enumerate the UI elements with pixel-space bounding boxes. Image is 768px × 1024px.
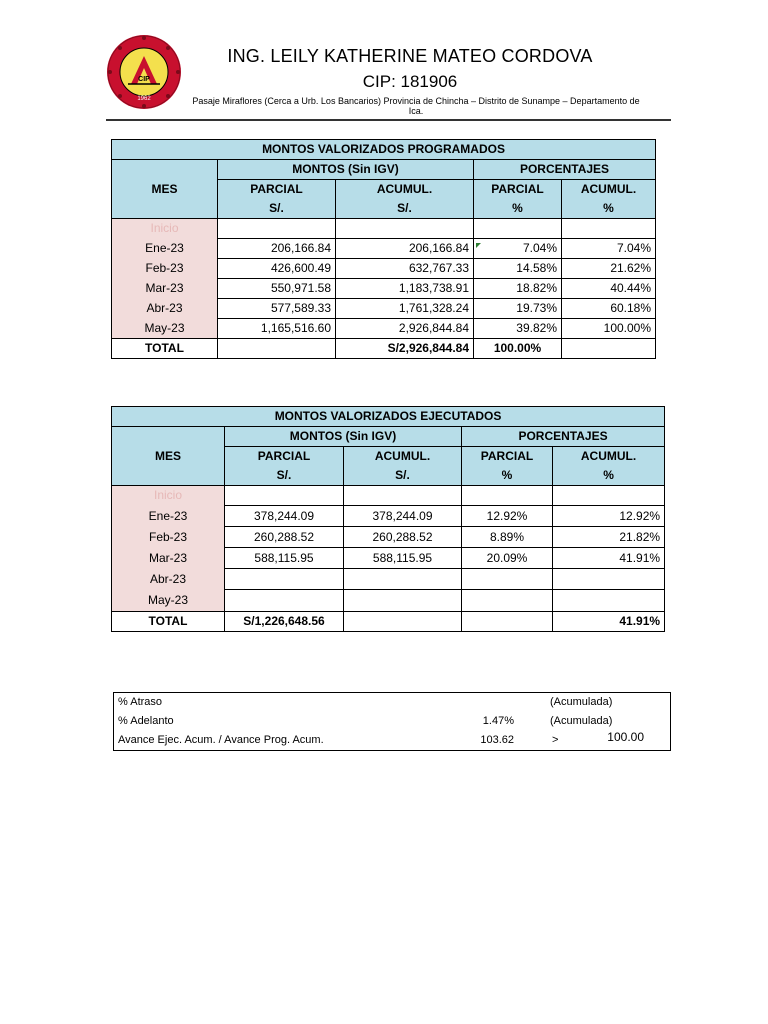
col-mes-header: MES xyxy=(112,160,218,219)
cell-pct-parcial xyxy=(462,569,553,590)
col-parcial-header: PARCIAL xyxy=(218,180,336,200)
cell-pct-parcial: 12.92% xyxy=(462,506,553,527)
total-label: TOTAL xyxy=(112,339,218,359)
total-pct-parcial: 100.00% xyxy=(474,339,562,359)
cell-parcial xyxy=(225,569,344,590)
cell-pct-acumul: 41.91% xyxy=(553,548,665,569)
atraso-note: (Acumulada) xyxy=(550,696,613,708)
cell-pct-parcial: 39.82% xyxy=(474,319,562,339)
address-line: Pasaje Miraflores (Cerca a Urb. Los Bancarios) Provincia de Chincha – Distrito de Sunampe – Departamento de Ica. xyxy=(192,96,640,116)
avance-operator: > xyxy=(552,734,559,746)
table-row xyxy=(112,219,656,239)
cell-pct-acumul xyxy=(553,590,665,612)
total-label: TOTAL xyxy=(112,611,225,631)
cell-parcial: 378,244.09 xyxy=(225,506,344,527)
cell-pct-acumul: 21.62% xyxy=(562,259,656,279)
table-row xyxy=(112,590,665,612)
table-row xyxy=(112,299,656,319)
col-pct-acumul-header: ACUMUL. xyxy=(553,447,665,467)
unit-pct: % xyxy=(474,199,562,219)
group-montos-header: MONTOS (Sin IGV) xyxy=(218,160,474,180)
col-parcial-header: PARCIAL xyxy=(225,447,344,467)
table-row xyxy=(112,239,656,259)
total-parcial: S/1,226,648.56 xyxy=(225,611,344,631)
table-title: MONTOS VALORIZADOS EJECUTADOS xyxy=(112,407,665,427)
unit-pct: % xyxy=(462,466,553,486)
cell-acumul: 2,926,844.84 xyxy=(336,319,474,339)
table-programados xyxy=(111,139,656,359)
group-porcentajes-header: PORCENTAJES xyxy=(462,427,665,447)
table-row xyxy=(112,279,656,299)
cell-mes: Abr-23 xyxy=(112,569,225,590)
cell-pct-parcial xyxy=(462,590,553,612)
cell-parcial: 206,166.84 xyxy=(218,239,336,259)
col-mes-header: MES xyxy=(112,427,225,486)
cell-mes: Mar-23 xyxy=(112,548,225,569)
cell-acumul: 588,115.95 xyxy=(344,548,462,569)
avance-reference: 100.00 xyxy=(607,730,644,744)
cell-parcial: 1,165,516.60 xyxy=(218,319,336,339)
cell-pct-parcial: 14.58% xyxy=(474,259,562,279)
cell-acumul xyxy=(344,569,462,590)
cell-comment-marker-icon xyxy=(476,243,481,248)
table-row xyxy=(112,506,665,527)
unit-money: S/. xyxy=(344,466,462,486)
header-divider xyxy=(106,119,671,121)
svg-text:CIP: CIP xyxy=(138,76,150,83)
cell-parcial: 588,115.95 xyxy=(225,548,344,569)
cell-pct-acumul: 21.82% xyxy=(553,527,665,548)
summary-row-avance xyxy=(114,731,670,750)
cell-acumul: 632,767.33 xyxy=(336,259,474,279)
unit-money: S/. xyxy=(225,466,344,486)
total-parcial xyxy=(218,339,336,359)
table-title: MONTOS VALORIZADOS PROGRAMADOS xyxy=(112,140,656,160)
cell-mes: Mar-23 xyxy=(112,279,218,299)
cell-pct-acumul xyxy=(553,569,665,590)
cell-acumul: 1,183,738.91 xyxy=(336,279,474,299)
cell-mes: Ene-23 xyxy=(112,239,218,259)
cell-parcial: 550,971.58 xyxy=(218,279,336,299)
cell-pct-acumul: 40.44% xyxy=(562,279,656,299)
cell-mes: May-23 xyxy=(112,590,225,612)
table-ejecutados xyxy=(111,406,665,632)
col-acumul-header: ACUMUL. xyxy=(344,447,462,467)
group-porcentajes-header: PORCENTAJES xyxy=(474,160,656,180)
unit-money: S/. xyxy=(218,199,336,219)
table-row xyxy=(112,259,656,279)
col-pct-acumul-header: ACUMUL. xyxy=(562,180,656,200)
cell-pct-parcial: 20.09% xyxy=(462,548,553,569)
table-row xyxy=(112,569,665,590)
cell-parcial: 260,288.52 xyxy=(225,527,344,548)
cell-mes: Feb-23 xyxy=(112,259,218,279)
unit-pct: % xyxy=(562,199,656,219)
cell-pct-acumul: 12.92% xyxy=(553,506,665,527)
cell-pct-acumul: 60.18% xyxy=(562,299,656,319)
group-montos-header: MONTOS (Sin IGV) xyxy=(225,427,462,447)
row-inicio-label: Inicio xyxy=(112,219,218,239)
col-pct-parcial-header: PARCIAL xyxy=(462,447,553,467)
unit-pct: % xyxy=(553,466,665,486)
total-pct-parcial xyxy=(462,611,553,631)
cell-pct-acumul: 7.04% xyxy=(562,239,656,259)
table-row xyxy=(112,319,656,339)
cip-number: CIP: 181906 xyxy=(362,72,458,91)
cell-pct-parcial: 19.73% xyxy=(474,299,562,319)
adelanto-value: 1.47% xyxy=(482,715,514,727)
document-header xyxy=(0,0,768,125)
svg-text:1962: 1962 xyxy=(137,96,151,102)
table-row xyxy=(112,486,665,506)
cell-mes: Feb-23 xyxy=(112,527,225,548)
total-acumul: S/2,926,844.84 xyxy=(336,339,474,359)
total-pct-acumul xyxy=(562,339,656,359)
unit-money: S/. xyxy=(336,199,474,219)
col-pct-parcial-header: PARCIAL xyxy=(474,180,562,200)
avance-label: Avance Ejec. Acum. / Avance Prog. Acum. xyxy=(118,734,324,746)
cell-parcial xyxy=(225,590,344,612)
total-acumul xyxy=(344,611,462,631)
cell-mes: Abr-23 xyxy=(112,299,218,319)
cell-parcial: 426,600.49 xyxy=(218,259,336,279)
cell-mes: May-23 xyxy=(112,319,218,339)
engineer-name: ING. LEILY KATHERINE MATEO CORDOVA xyxy=(227,46,593,66)
cell-acumul xyxy=(344,590,462,612)
cell-pct-parcial: 7.04% xyxy=(474,239,562,259)
cell-pct-acumul: 100.00% xyxy=(562,319,656,339)
cell-acumul: 1,761,328.24 xyxy=(336,299,474,319)
adelanto-note: (Acumulada) xyxy=(550,715,613,727)
summary-row-atraso xyxy=(114,693,670,712)
cell-acumul: 260,288.52 xyxy=(344,527,462,548)
cip-logo-icon xyxy=(106,34,182,110)
cell-pct-parcial: 18.82% xyxy=(474,279,562,299)
cell-acumul: 378,244.09 xyxy=(344,506,462,527)
total-pct-acumul: 41.91% xyxy=(553,611,665,631)
table-row xyxy=(112,548,665,569)
cell-acumul: 206,166.84 xyxy=(336,239,474,259)
cell-parcial: 577,589.33 xyxy=(218,299,336,319)
avance-value: 103.62 xyxy=(480,734,514,746)
adelanto-label: % Adelanto xyxy=(118,715,174,727)
summary-row-adelanto xyxy=(114,712,670,731)
table-row xyxy=(112,527,665,548)
col-acumul-header: ACUMUL. xyxy=(336,180,474,200)
cell-mes: Ene-23 xyxy=(112,506,225,527)
cell-pct-parcial: 8.89% xyxy=(462,527,553,548)
total-row xyxy=(112,611,665,631)
atraso-label: % Atraso xyxy=(118,696,163,708)
row-inicio-label: Inicio xyxy=(112,486,225,506)
summary-box xyxy=(113,692,671,751)
total-row xyxy=(112,339,656,359)
